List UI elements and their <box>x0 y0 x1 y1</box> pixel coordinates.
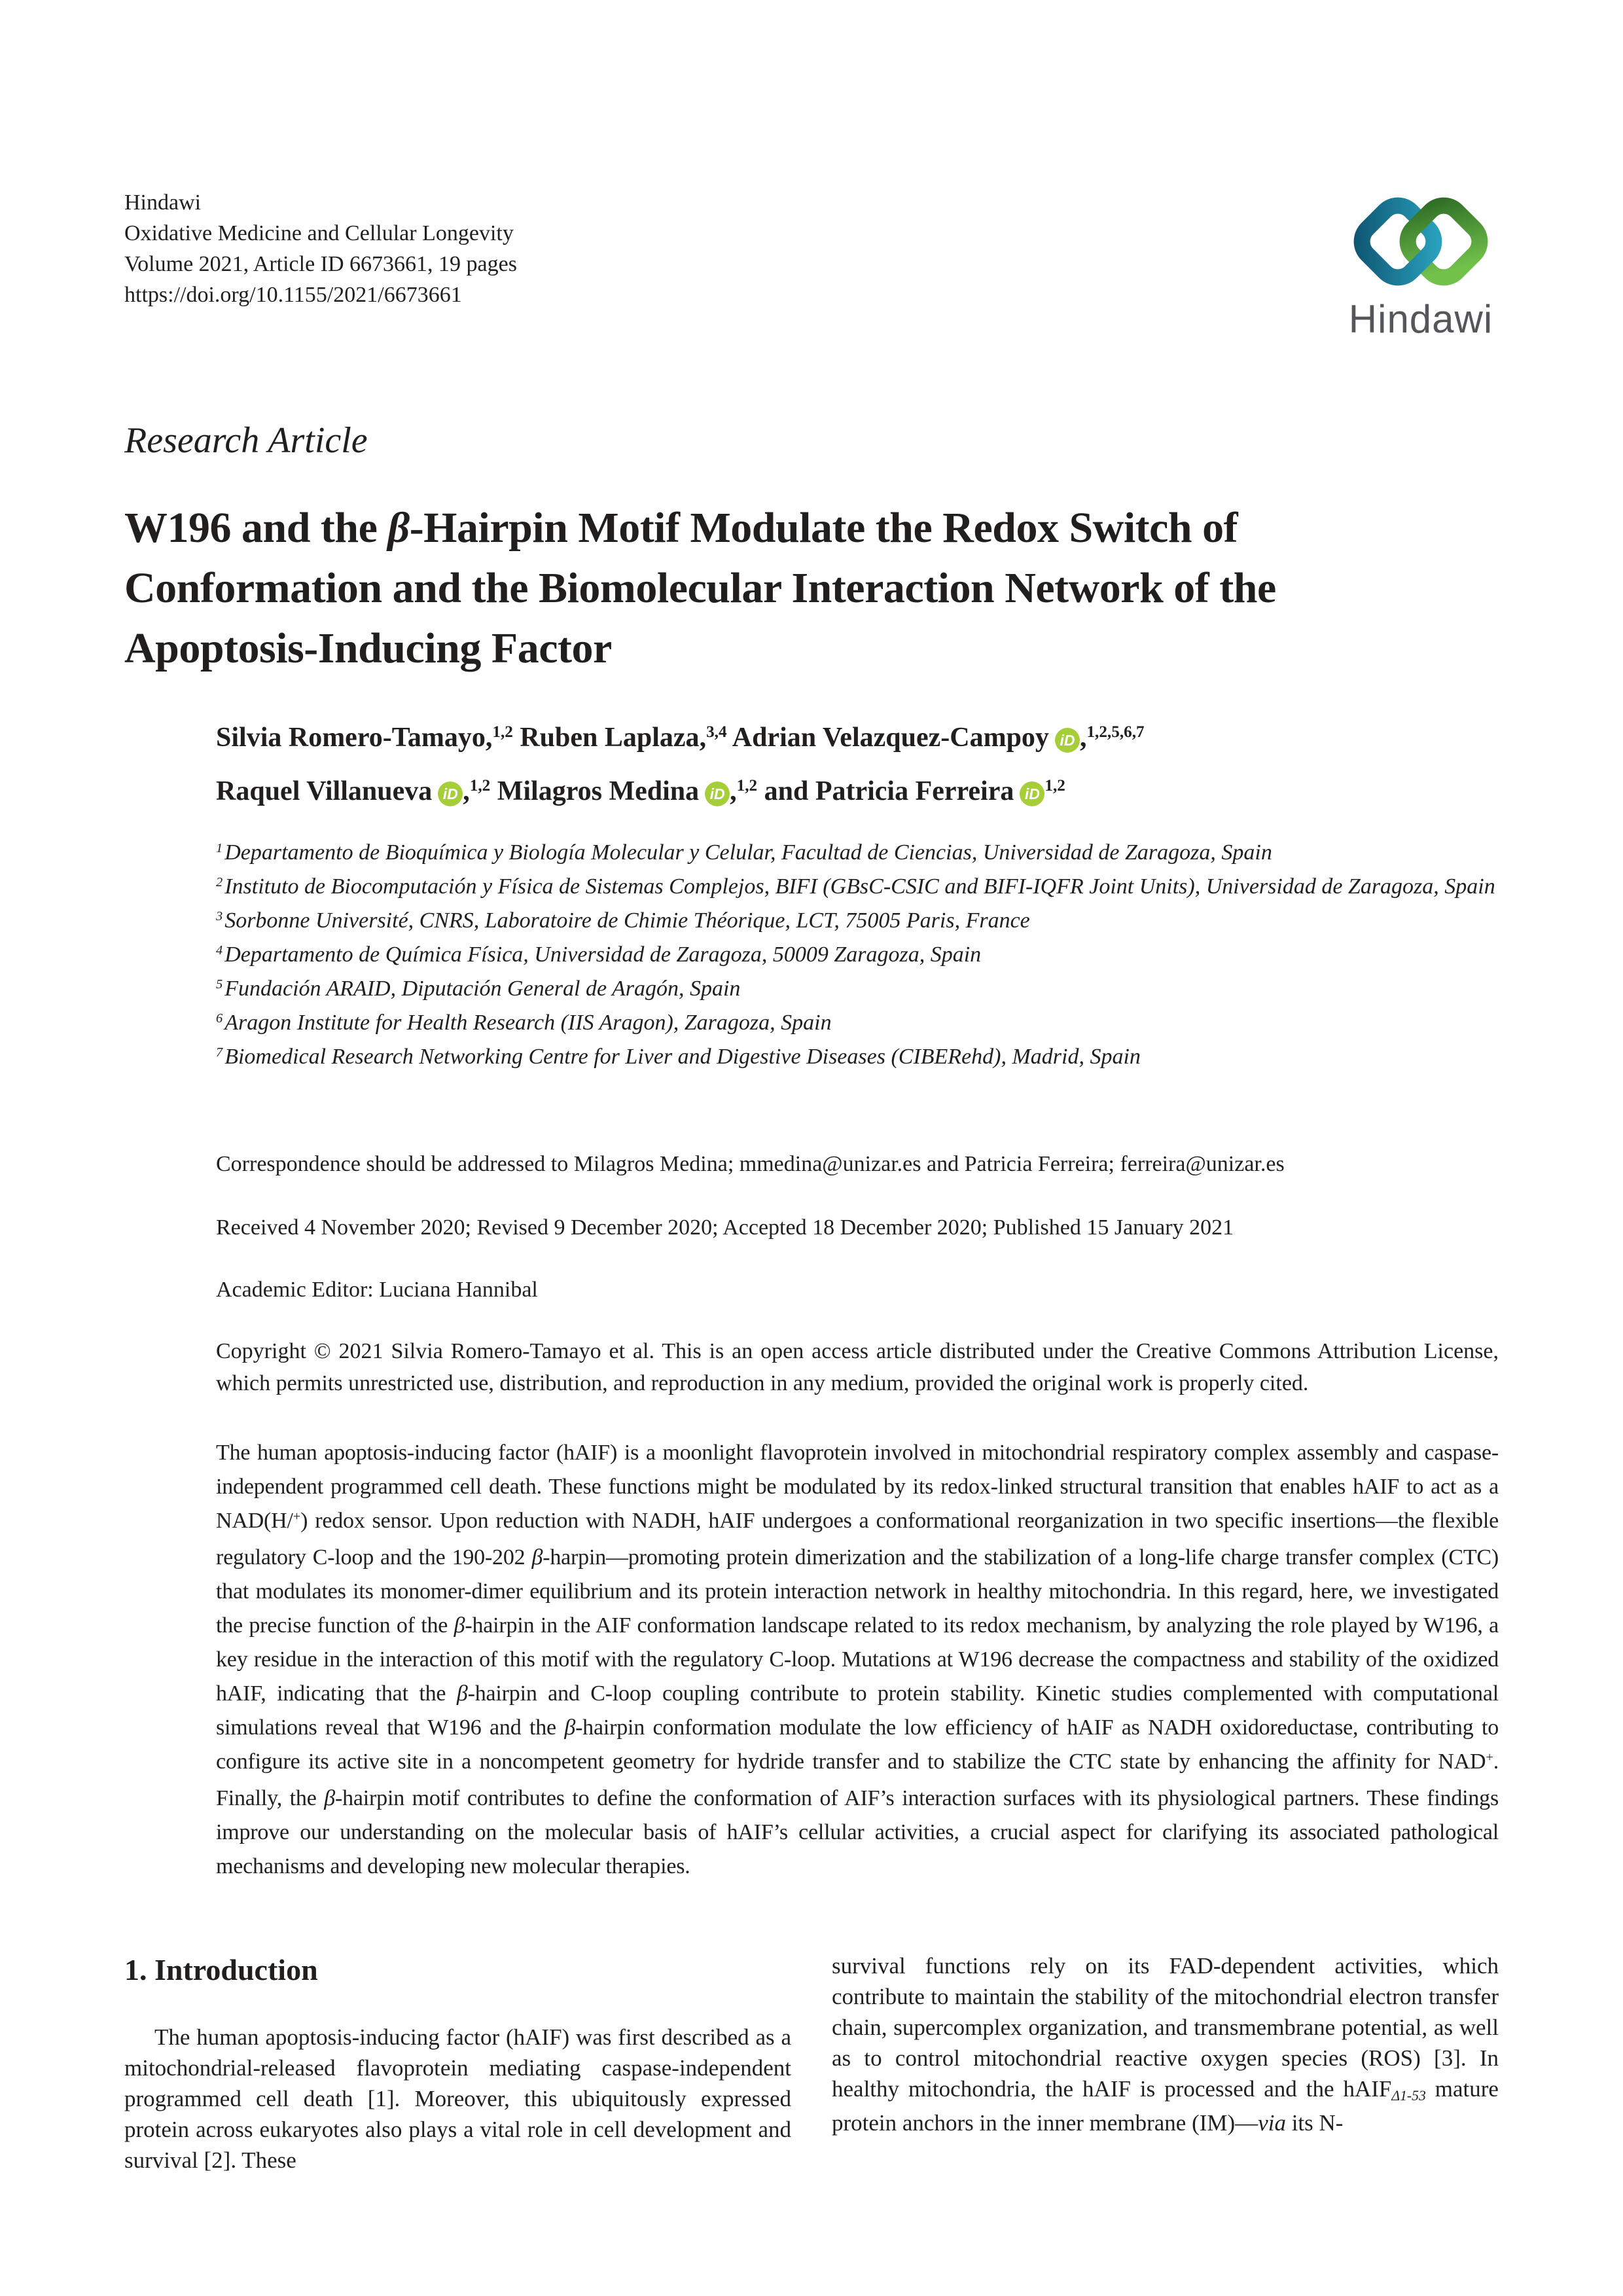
introduction-paragraph-right <box>832 1950 1499 2138</box>
introduction-heading: 1. Introduction <box>124 1953 318 1986</box>
right-column <box>832 1950 1499 2176</box>
author-name: Ruben Laplaza <box>520 723 700 753</box>
article-type-label: Research Article <box>124 420 368 461</box>
affiliation-number: 7 <box>216 1045 223 1060</box>
text-segment: mature protein anchors in the inner membrane (IM)— <box>832 2076 1499 2136</box>
text-segment: via <box>1258 2110 1286 2136</box>
affiliation-number: 3 <box>216 908 223 924</box>
text-segment: β <box>456 1681 468 1706</box>
author-affiliation-superscript: 1,2 <box>736 777 758 795</box>
affiliation-number: 6 <box>216 1011 223 1026</box>
text-segment: β <box>324 1786 335 1810</box>
affiliation-text: Biomedical Research Networking Centre for Liver and Digestive Diseases (CIBERehd), Madrid, Spain <box>224 1045 1141 1069</box>
affiliation-text: Departamento de Química Física, Universidad de Zaragoza, 50009 Zaragoza, Spain <box>224 942 982 967</box>
text-segment: -Hairpin Motif Modulate the Redox Switch of <box>409 504 1238 552</box>
text-segment: -hairpin and C-loop coupling contribute to protein stability. Kinetic studies complemented with computational simulations reveal that W196 and the <box>216 1681 1499 1740</box>
text-segment: Conformation and the Biomolecular Interaction Network of the <box>124 564 1276 612</box>
affiliation-item <box>216 1007 1499 1041</box>
author-affiliation-superscript: 1,2 <box>492 723 513 742</box>
volume-info: Volume 2021, Article ID 6673661, 19 pages <box>124 252 517 276</box>
affiliation-item <box>216 1041 1499 1075</box>
author-affiliation-superscript: 3,4 <box>706 723 727 742</box>
superscript-text: + <box>293 1509 301 1524</box>
publication-info <box>124 187 517 310</box>
text-segment: The human apoptosis-inducing factor (hAIF) is a moonlight flavoprotein involved in mitochondrial respiratory complex assembly and caspase-independent programmed cell death. These functions might be modulated by its redox-linked structural transition that enables hAIF to act as a NAD(H/ <box>216 1441 1499 1533</box>
subscript-text: Δ1-53 <box>1391 2088 1426 2104</box>
publisher-name: Hindawi <box>124 190 202 215</box>
affiliation-item <box>216 905 1499 939</box>
affiliation-text: Sorbonne Université, CNRS, Laboratoire de Chimie Théorique, LCT, 75005 Paris, France <box>224 908 1030 933</box>
author-name: and Patricia Ferreira <box>764 776 1014 806</box>
text-segment: its N- <box>1285 2110 1344 2136</box>
affiliation-text: Fundación ARAID, Diputación General de Aragón, Spain <box>224 977 741 1001</box>
affiliation-number: 1 <box>216 840 223 855</box>
journal-name: Oxidative Medicine and Cellular Longevity <box>124 221 514 245</box>
affiliation-list <box>216 837 1499 1075</box>
text-segment: β <box>387 504 410 552</box>
author-line: Raquel Villanueva iD ,$^{1,2}$ Milagros Medina iD ,$^{1,2}$ and Patricia Ferreira iD $^{1,2}$ <box>216 776 1065 806</box>
author-name: Milagros Medina <box>497 776 700 806</box>
correspondence-note: Correspondence should be addressed to Milagros Medina; mmedina@unizar.es and Patricia Ferreira; ferreira@unizar.es <box>216 1152 1285 1176</box>
introduction-paragraph-left <box>124 2022 791 2176</box>
article-title <box>124 498 1502 679</box>
orcid-icon: iD <box>438 781 463 806</box>
left-column <box>124 1950 791 2176</box>
text-segment: β <box>454 1613 465 1638</box>
article-history: Received 4 November 2020; Revised 9 December 2020; Accepted 18 December 2020; Published 15 January 2021 <box>216 1215 1234 1240</box>
affiliation-item <box>216 939 1499 973</box>
text-segment: survival functions rely on its FAD-dependent activities, which contribute to maintain the stability of the mitochondrial electron transfer chain, supercomplex organization, and transmembrane potential, as well as to control mitochondrial reactive oxygen species (ROS) [3]. In healthy mitochondria, the hAIF is processed and the hAIF <box>832 1953 1499 2102</box>
author-name: Adrian Velazquez-Campoy <box>732 723 1049 753</box>
text-segment: . Finally, the <box>216 1749 1499 1810</box>
hindawi-logo <box>1343 183 1499 344</box>
article-title-line <box>124 619 1502 679</box>
author-line: Silvia Romero-Tamayo,$^{1,2}$ Ruben Laplaza,$^{3,4}$ Adrian Velazquez-Campoy iD ,$^{1,2,5,6,7}$ <box>216 723 1145 753</box>
article-title-line <box>124 498 1502 558</box>
text-segment: β <box>564 1715 576 1740</box>
academic-editor: Academic Editor: Luciana Hannibal <box>216 1278 538 1302</box>
text-segment: Apoptosis-Inducing Factor <box>124 624 612 672</box>
text-segment: W196 and the <box>124 504 388 552</box>
affiliation-item <box>216 973 1499 1007</box>
affiliation-item <box>216 837 1499 871</box>
text-segment: -harpin—promoting protein dimerization and the stabilization of a long-life charge transfer complex (CTC) that modulates its monomer-dimer equilibrium and its protein interaction network in healthy mitochondria. In this regard, here, we investigated the precise function of the <box>216 1545 1499 1638</box>
affiliation-number: 4 <box>216 942 223 958</box>
article-title-line <box>124 558 1502 619</box>
hindawi-wordmark: Hindawi <box>1348 297 1493 340</box>
affiliation-item <box>216 871 1499 905</box>
affiliation-number: 5 <box>216 977 223 992</box>
text-segment: -hairpin motif contributes to define the conformation of AIF’s interaction surfaces with its physiological partners. These findings improve our understanding on the molecular basis of hAIF’s cellular activities, a crucial aspect for clarifying its associated pathological mechanisms and developing new molecular therapies. <box>216 1786 1499 1878</box>
text-segment: -hairpin conformation modulate the low efficiency of hAIF as NADH oxidoreductase, contributing to configure its active site in a noncompetent geometry for hydride transfer and to stabilize the CTC state by enhancing the affinity for NAD <box>216 1715 1499 1774</box>
affiliation-text: Departamento de Bioquímica y Biología Molecular y Celular, Facultad de Ciencias, Universidad de Zaragoza, Spain <box>224 840 1272 865</box>
author-affiliation-superscript: 1,2 <box>469 777 491 795</box>
orcid-icon: iD <box>705 781 730 806</box>
author-affiliation-superscript: 1,2 <box>1044 777 1065 795</box>
body-columns <box>124 1950 1499 2176</box>
author-name: Silvia Romero-Tamayo <box>216 723 486 753</box>
page-header <box>124 187 1499 344</box>
text-segment: ) redox sensor. Upon reduction with NADH, hAIF undergoes a conformational reorganization in two specific insertions—the flexible regulatory C-loop and the 190-202 <box>216 1509 1499 1570</box>
affiliation-text: Aragon Institute for Health Research (IIS Aragon), Zaragoza, Spain <box>224 1011 832 1035</box>
author-affiliation-superscript: 1,2,5,6,7 <box>1086 723 1145 742</box>
affiliation-number: 2 <box>216 874 223 889</box>
abstract-text <box>216 1436 1499 1884</box>
doi-link: https://doi.org/10.1155/2021/6673661 <box>124 283 462 307</box>
hindawi-logo-icon <box>1343 183 1499 340</box>
affiliation-text: Instituto de Biocomputación y Física de Sistemas Complejos, BIFI (GBsC-CSIC and BIFI-IQFR Joint Units), Universidad de Zaragoza, Spain <box>224 874 1495 899</box>
superscript-text: + <box>1486 1749 1493 1765</box>
author-list <box>216 713 1499 820</box>
orcid-icon: iD <box>1055 728 1080 753</box>
text-segment: β <box>531 1545 543 1570</box>
text-segment: -hairpin in the AIF conformation landscape related to its redox mechanism, by analyzing the role played by W196, a key residue in the interaction of this motif with the regulatory C-loop. Mutations at W196 decrease the compactness and stability of the oxidized hAIF, indicating that the <box>216 1613 1499 1706</box>
copyright-notice: Copyright © 2021 Silvia Romero-Tamayo et al. This is an open access article distributed under the Creative Commons Attribution License, which permits unrestricted use, distribution, and reproduction in any medium, provided the original work is properly cited. <box>216 1339 1499 1395</box>
text-segment: The human apoptosis-inducing factor (hAIF) was first described as a mitochondrial-released flavoprotein mediating caspase-independent programmed cell death [1]. Moreover, this ubiquitously expressed protein across eukaryotes also plays a vital role in cell development and survival [2]. These <box>124 2024 791 2173</box>
author-name: Raquel Villanueva <box>216 776 433 806</box>
orcid-icon: iD <box>1020 781 1044 806</box>
